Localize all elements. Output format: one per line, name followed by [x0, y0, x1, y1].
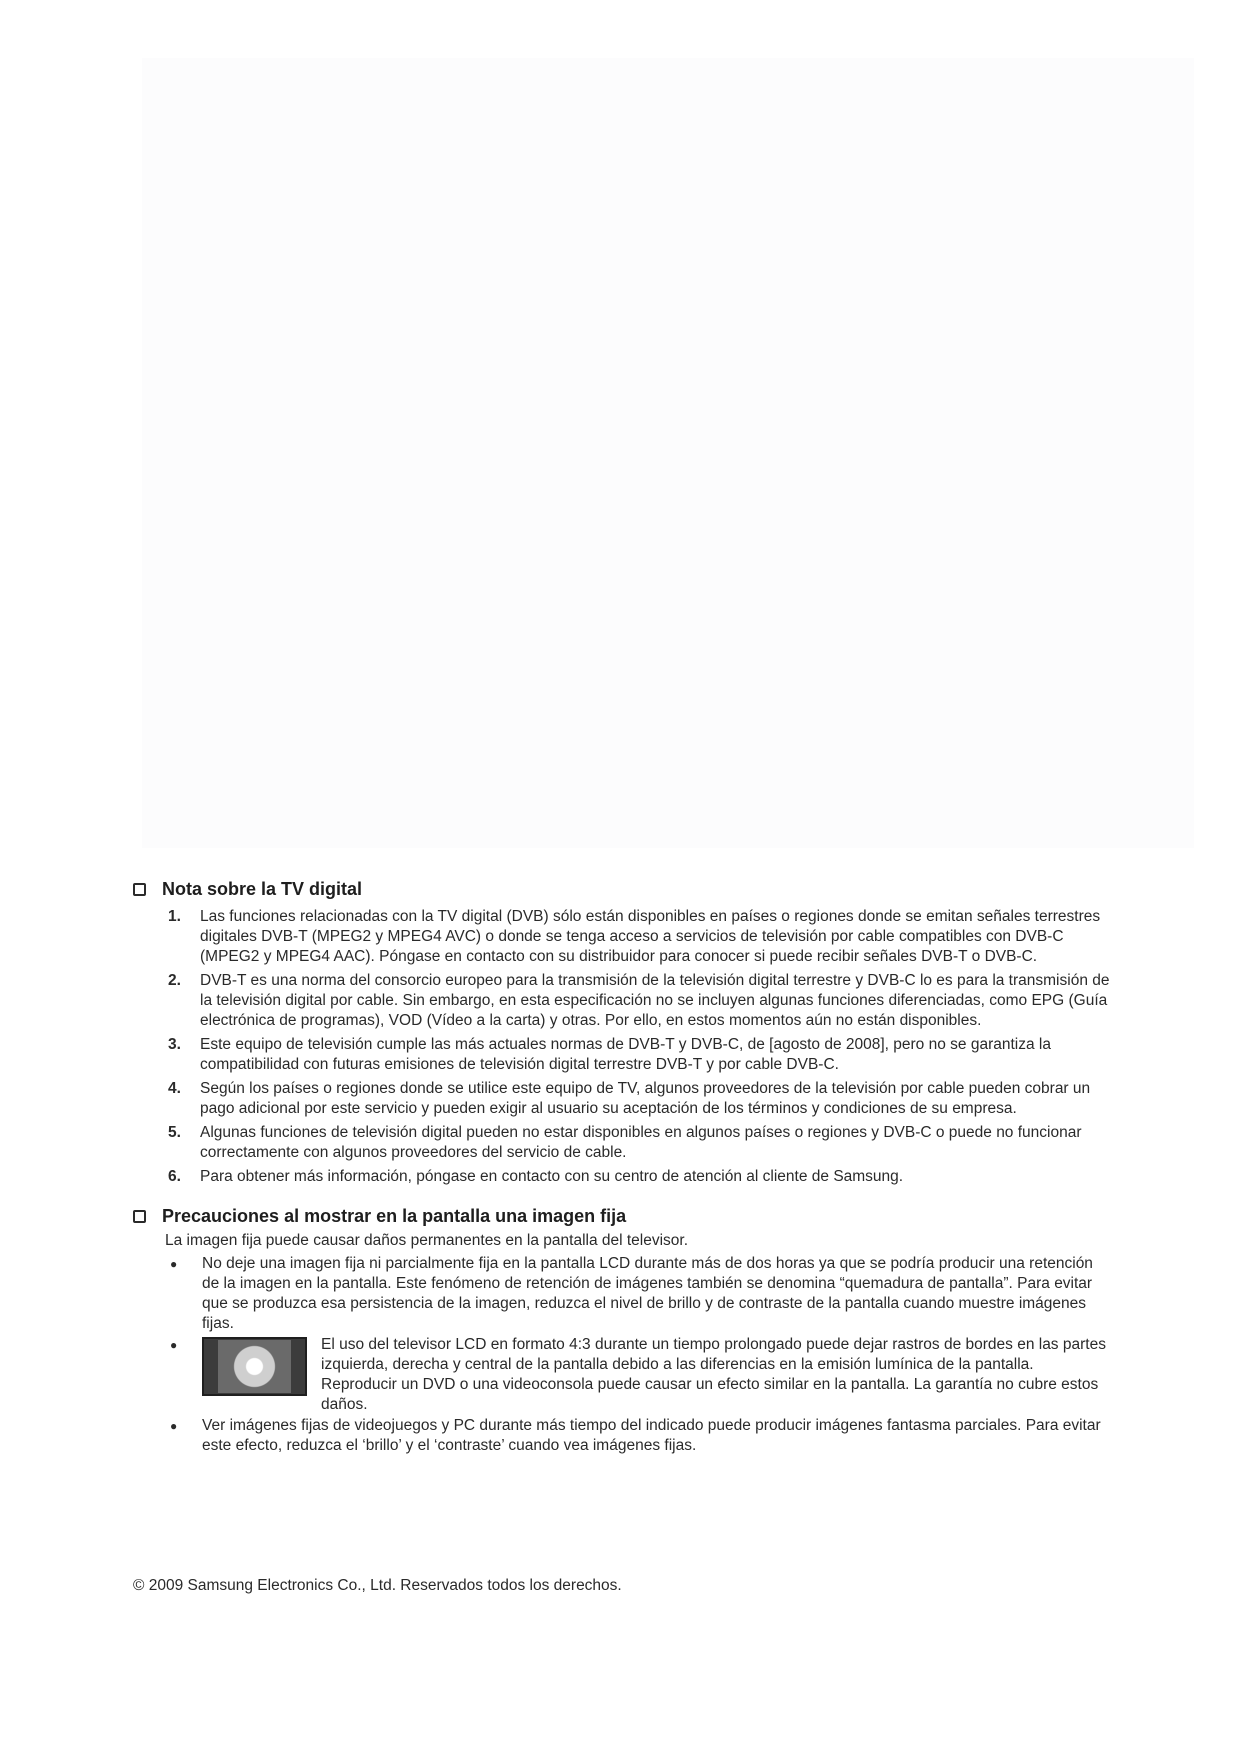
- item-text: Según los países o regiones donde se utilice este equipo de TV, algunos proveedores de la televisión por cable pueden cobrar un pago adicional por este servicio y pueden exigir al usuario su aceptación de los términos y condiciones de su empresa.: [200, 1080, 1091, 1117]
- item-text: DVB-T es una norma del consorcio europeo para la transmisión de la televisión digital terrestre y DVB-C lo es para la transmisión de la televisión digital por cable. Sin embargo, en esta especificación no se incluyen algunas funciones diferenciadas, como EPG (Guía electrónica de programas), VOD (Vídeo a la carta) y otras. Por ello, en estos momentos aún no están disponibles.: [200, 972, 1110, 1029]
- list-item: [133, 1254, 1113, 1334]
- section-heading-text: Nota sobre la TV digital: [162, 879, 363, 899]
- list-item: [133, 1167, 1113, 1187]
- item-text: Algunas funciones de televisión digital pueden no estar disponibles en algunos países o regiones y DVB-C o puede no funcionar correctamente con algunos proveedores del servicio de cable.: [200, 1124, 1082, 1161]
- numbered-list: [133, 907, 1113, 1187]
- bullet-text: Ver imágenes fijas de videojuegos y PC durante más tiempo del indicado puede producir imágenes fantasma parciales. Para evitar este efecto, reduzca el ‘brillo’ y el ‘contraste’ cuando vea imágenes fijas.: [202, 1417, 1101, 1454]
- item-text: Las funciones relacionadas con la TV digital (DVB) sólo están disponibles en países o regiones donde se emitan señales terrestres digitales DVB-T (MPEG2 y MPEG4 AVC) o donde se tenga acceso a servicios de televisión por cable compatibles con DVB-C (MPEG2 y MPEG4 AAC). Póngase en contacto con su distribuidor para conocer si puede recibir señales DVB-T o DVB-C.: [200, 908, 1101, 965]
- list-item: [133, 1123, 1113, 1163]
- item-number: 2.: [168, 972, 181, 989]
- section-heading: [133, 878, 1113, 900]
- bullet-with-image: [202, 1335, 1113, 1415]
- list-item: [133, 971, 1113, 1031]
- checkbox-icon: [133, 1210, 146, 1223]
- item-text: Para obtener más información, póngase en contacto con su centro de atención al cliente de Samsung.: [200, 1168, 904, 1185]
- list-item: [133, 1416, 1113, 1456]
- bullet-icon: ●: [170, 1338, 178, 1352]
- intro-text: La imagen fija puede causar daños permanentes en la pantalla del televisor.: [165, 1232, 689, 1249]
- item-number: 6.: [168, 1168, 181, 1185]
- item-number: 4.: [168, 1080, 181, 1097]
- copyright-notice: © 2009 Samsung Electronics Co., Ltd. Reservados todos los derechos.: [133, 1577, 622, 1594]
- item-number: 5.: [168, 1124, 181, 1141]
- still-image-precautions-section: [133, 1205, 1113, 1456]
- bullet-icon: ●: [170, 1257, 178, 1271]
- bullet-text: No deje una imagen fija ni parcialmente fija en la pantalla LCD durante más de dos horas ya que se podría producir una retención de la imagen en la pantalla. Este fenómeno de retención de imágenes también se denomina “quemadura de pantalla”. Para evitar que se produzca esa persistencia de la imagen, reduzca el nivel de brillo y de contraste de la pantalla cuando muestre imágenes fijas.: [202, 1255, 1093, 1332]
- list-item: [133, 1335, 1113, 1415]
- bullet-icon: ●: [170, 1419, 178, 1433]
- tv-flower-image: [202, 1337, 307, 1396]
- checkbox-icon: [133, 883, 146, 896]
- document-body: [133, 878, 1113, 1457]
- tv-screen: [218, 1340, 291, 1393]
- bullet-list: [133, 1254, 1113, 1456]
- blank-page-area: [142, 58, 1194, 848]
- list-item: [133, 1079, 1113, 1119]
- item-text: Este equipo de televisión cumple las más actuales normas de DVB-T y DVB-C, de [agosto de 2008], pero no se garantiza la compatibilidad con futuras emisiones de televisión digital terrestre DVB-T y por cable DVB-C.: [200, 1036, 1051, 1073]
- list-item: [133, 1035, 1113, 1075]
- item-number: 1.: [168, 908, 181, 925]
- digital-tv-note-section: [133, 878, 1113, 1187]
- bullet-text: El uso del televisor LCD en formato 4:3 durante un tiempo prolongado puede dejar rastros de bordes en las partes izquierda, derecha y central de la pantalla debido a las diferencias en la emisión lumínica de la pantalla. Reproducir un DVD o una videoconsola puede causar un efecto similar en la pantalla. La garantía no cubre estos daños.: [321, 1336, 1106, 1413]
- list-item: [133, 907, 1113, 967]
- item-number: 3.: [168, 1036, 181, 1053]
- section-heading-text: Precauciones al mostrar en la pantalla una imagen fija: [162, 1206, 627, 1226]
- section-heading: [133, 1205, 1113, 1227]
